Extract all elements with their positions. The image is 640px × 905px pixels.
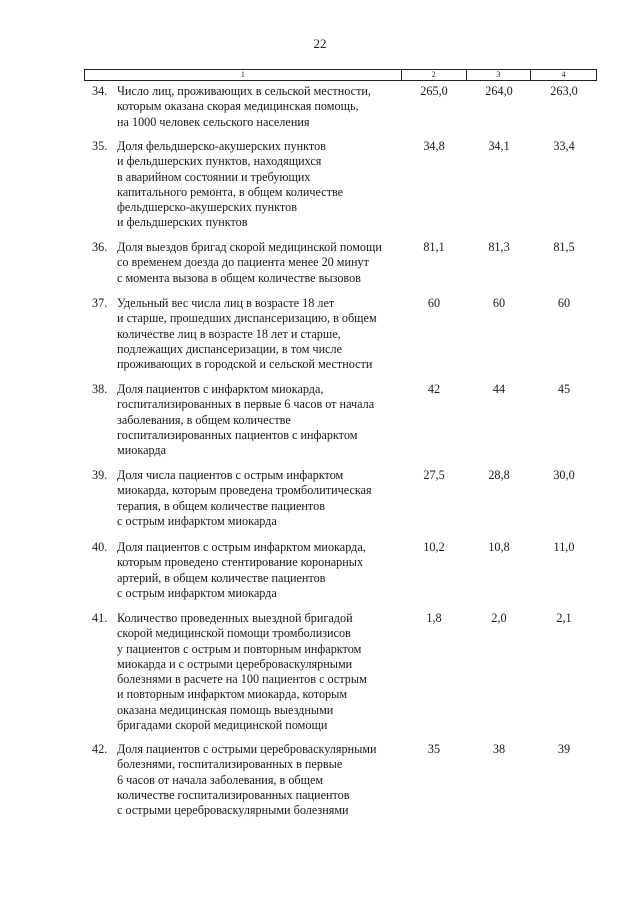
value-col-4: 81,5 (553, 240, 575, 254)
description-line: со временем доезда до пациента менее 20 минут (117, 255, 369, 270)
header-col-3: 3 (467, 70, 532, 80)
value-col-2: 265,0 (420, 84, 448, 98)
description-line: и старше, прошедших диспансеризацию, в общем (117, 311, 377, 326)
description-line: скорой медицинской помощи тромболизисов (117, 626, 351, 641)
description-line: бригадами скорой медицинской помощи (117, 718, 328, 733)
value-col-2: 42 (427, 382, 441, 396)
value-col-4: 263,0 (550, 84, 578, 98)
description-line: госпитализированных в первые 6 часов от начала (117, 397, 375, 412)
description-line: заболевания, в общем количестве (117, 412, 291, 427)
value-col-4: 11,0 (553, 540, 575, 554)
row-number: 38. (92, 382, 108, 396)
description-line: болезнями в расчете на 100 пациентов с острым (117, 672, 367, 687)
row-number: 34. (92, 84, 108, 98)
table-header (84, 69, 597, 81)
page-number: 22 (313, 36, 327, 51)
row-number: 42. (92, 742, 108, 756)
row-number: 41. (92, 611, 108, 625)
description-line: артерий, в общем количестве пациентов (117, 570, 326, 585)
description-line: с острыми цереброваскулярными болезнями (117, 803, 349, 818)
description-line: количестве лиц в возрасте 18 лет и старше, (117, 326, 341, 341)
value-col-4: 33,4 (553, 139, 575, 153)
description-line: Доля числа пациентов с острым инфарктом (117, 468, 344, 482)
value-col-2: 34,8 (423, 139, 445, 153)
value-col-2: 60 (427, 296, 441, 310)
value-col-4: 45 (557, 382, 571, 396)
description-line: количестве госпитализированных пациентов (117, 787, 350, 802)
description-line: 6 часов от начала заболевания, в общем (117, 772, 324, 787)
description-line: болезнями, госпитализированных в первые (117, 757, 343, 772)
row-number: 36. (92, 240, 108, 254)
description-line: терапия, в общем количестве пациентов (117, 498, 325, 513)
description-line: Доля пациентов с острыми цереброваскулярными (117, 742, 377, 756)
header-col-1: 1 (85, 70, 402, 80)
description-line: которым оказана скорая медицинская помощь, (117, 99, 359, 114)
description-line: фельдшерско-акушерских пунктов (117, 200, 297, 215)
header-col-4: 4 (561, 70, 566, 79)
value-col-4: 30,0 (553, 468, 575, 482)
description-line: госпитализированных пациентов с инфарктом (117, 427, 358, 442)
description-line: и фельдшерских пунктов (117, 215, 248, 230)
value-col-4: 2,1 (556, 611, 572, 625)
description-line: Количество проведенных выездной бригадой (117, 611, 353, 625)
description-line: Удельный вес числа лиц в возрасте 18 лет (117, 296, 335, 310)
value-col-2: 81,1 (423, 240, 445, 254)
description-line: проживающих в городской и сельской местности (117, 357, 373, 372)
value-col-3: 2,0 (491, 611, 507, 625)
description-line: у пациентов с острым и повторным инфарктом (117, 641, 362, 656)
description-line: с момента вызова в общем количестве вызовов (117, 270, 361, 285)
row-number: 40. (92, 540, 108, 554)
value-col-2: 35 (427, 742, 441, 756)
description-line: Доля пациентов с острым инфарктом миокарда, (117, 540, 366, 554)
description-line: Число лиц, проживающих в сельской местности, (117, 84, 371, 98)
row-description (117, 240, 407, 286)
row-description (117, 84, 407, 130)
description-line: подлежащих диспансеризации, в том числе (117, 341, 343, 356)
description-line: Доля фельдшерско-акушерских пунктов (117, 139, 326, 153)
row-number: 37. (92, 296, 108, 310)
value-col-3: 38 (492, 742, 506, 756)
description-line: в аварийном состоянии и требующих (117, 169, 311, 184)
row-description (117, 540, 407, 601)
row-description (117, 468, 407, 529)
description-line: Доля пациентов с инфарктом миокарда, (117, 382, 324, 396)
row-description (117, 139, 407, 231)
description-line: с острым инфарктом миокарда (117, 585, 277, 600)
description-line: оказана медицинская помощь выездными (117, 702, 334, 717)
description-line: на 1000 человек сельского населения (117, 114, 310, 129)
value-col-2: 1,8 (426, 611, 442, 625)
value-col-3: 10,8 (488, 540, 510, 554)
value-col-2: 10,2 (423, 540, 445, 554)
description-line: и фельдшерских пунктов, находящихся (117, 154, 322, 169)
value-col-3: 60 (492, 296, 506, 310)
description-line: и повторным инфарктом миокарда, которым (117, 687, 348, 702)
row-description (117, 742, 407, 818)
description-line: миокарда (117, 443, 167, 458)
description-line: с острым инфарктом миокарда (117, 513, 277, 528)
value-col-3: 264,0 (485, 84, 513, 98)
row-number: 39. (92, 468, 108, 482)
row-description (117, 382, 407, 458)
description-line: миокарда, которым проведена тромболитическая (117, 483, 372, 498)
row-number: 35. (92, 139, 108, 153)
description-line: которым проведено стентирование коронарных (117, 555, 364, 570)
value-col-3: 28,8 (488, 468, 510, 482)
value-col-4: 39 (557, 742, 571, 756)
value-col-4: 60 (557, 296, 571, 310)
value-col-3: 44 (492, 382, 506, 396)
row-description (117, 611, 407, 733)
value-col-3: 34,1 (488, 139, 510, 153)
description-line: миокарда и с острыми цереброваскулярными (117, 656, 353, 671)
header-col-2: 2 (402, 70, 467, 80)
value-col-3: 81,3 (488, 240, 510, 254)
description-line: Доля выездов бригад скорой медицинской помощи (117, 240, 382, 254)
description-line: капитального ремонта, в общем количестве (117, 184, 344, 199)
value-col-2: 27,5 (423, 468, 445, 482)
row-description (117, 296, 407, 372)
